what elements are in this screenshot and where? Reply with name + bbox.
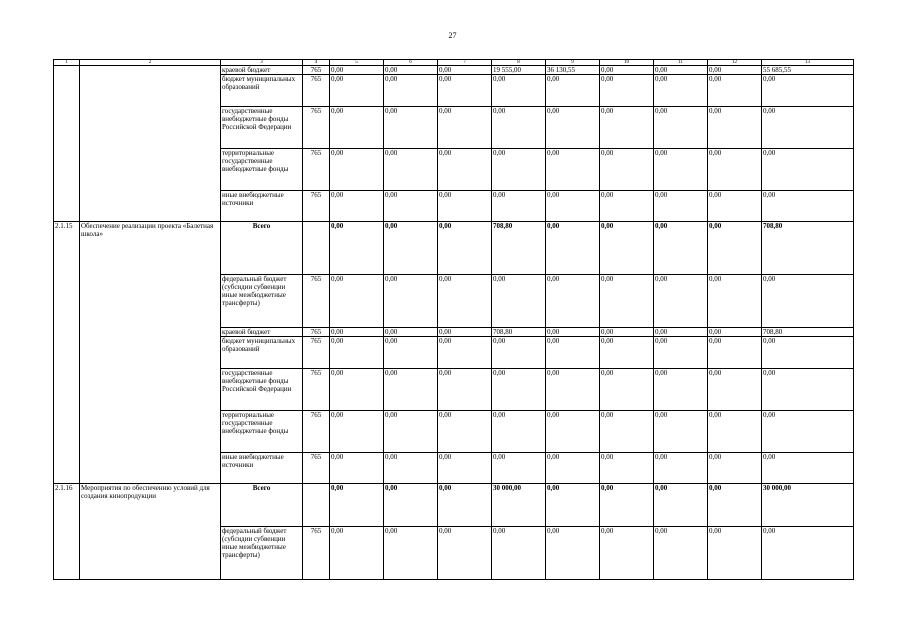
amount-cell: 0,00 bbox=[708, 191, 762, 222]
amount-cell: 0,00 bbox=[600, 328, 654, 337]
amount-cell: 0,00 bbox=[438, 149, 492, 191]
amount-cell: 0,00 bbox=[438, 75, 492, 107]
measure-name bbox=[80, 66, 221, 222]
amount-cell: 0,00 bbox=[708, 107, 762, 149]
amount-cell: 0,00 bbox=[438, 411, 492, 453]
budget-code: 765 bbox=[303, 328, 330, 337]
amount-cell: 55 685,55 bbox=[762, 66, 854, 75]
amount-cell: 0,00 bbox=[708, 222, 762, 275]
amount-cell: 0,00 bbox=[654, 66, 708, 75]
amount-cell: 0,00 bbox=[600, 369, 654, 411]
amount-cell: 0,00 bbox=[384, 149, 438, 191]
column-number-7: 7 bbox=[438, 60, 492, 66]
column-number-2: 2 bbox=[80, 60, 221, 66]
budget-code: 765 bbox=[303, 149, 330, 191]
budget-table bbox=[53, 59, 854, 580]
amount-cell: 708,80 bbox=[492, 222, 546, 275]
amount-cell: 0,00 bbox=[708, 369, 762, 411]
amount-cell: 0,00 bbox=[384, 411, 438, 453]
amount-cell: 0,00 bbox=[438, 275, 492, 328]
amount-cell: 0,00 bbox=[762, 337, 854, 369]
funding-source: краевой бюджет bbox=[221, 328, 303, 337]
amount-cell: 0,00 bbox=[600, 275, 654, 328]
amount-cell: 0,00 bbox=[654, 222, 708, 275]
table-row bbox=[54, 222, 854, 275]
funding-source: Всего bbox=[221, 222, 303, 275]
amount-cell: 30 000,00 bbox=[492, 484, 546, 527]
amount-cell: 0,00 bbox=[384, 453, 438, 484]
amount-cell: 0,00 bbox=[600, 75, 654, 107]
amount-cell: 30 000,00 bbox=[762, 484, 854, 527]
measure-name: Мероприятия по обеспечению условий для создания кинопродукции bbox=[80, 484, 221, 580]
amount-cell: 36 130,55 bbox=[546, 66, 600, 75]
budget-code: 765 bbox=[303, 75, 330, 107]
amount-cell: 0,00 bbox=[384, 191, 438, 222]
amount-cell: 0,00 bbox=[492, 149, 546, 191]
amount-cell: 0,00 bbox=[762, 453, 854, 484]
amount-cell: 0,00 bbox=[762, 75, 854, 107]
column-number-10: 10 bbox=[600, 60, 654, 66]
amount-cell: 0,00 bbox=[438, 453, 492, 484]
column-number-1: 1 bbox=[54, 60, 80, 66]
amount-cell: 0,00 bbox=[708, 411, 762, 453]
column-number-3: 3 bbox=[221, 60, 303, 66]
amount-cell: 0,00 bbox=[330, 337, 384, 369]
amount-cell: 0,00 bbox=[708, 337, 762, 369]
amount-cell: 0,00 bbox=[762, 275, 854, 328]
budget-code: 765 bbox=[303, 107, 330, 149]
budget-code: 765 bbox=[303, 453, 330, 484]
amount-cell: 0,00 bbox=[708, 275, 762, 328]
amount-cell: 708,80 bbox=[492, 328, 546, 337]
amount-cell: 0,00 bbox=[654, 149, 708, 191]
budget-code: 765 bbox=[303, 191, 330, 222]
amount-cell: 0,00 bbox=[654, 275, 708, 328]
table-row bbox=[54, 484, 854, 527]
amount-cell: 0,00 bbox=[762, 149, 854, 191]
amount-cell: 0,00 bbox=[762, 527, 854, 580]
amount-cell: 0,00 bbox=[330, 191, 384, 222]
amount-cell: 0,00 bbox=[546, 275, 600, 328]
measure-name: Обеспечение реализации проекта «Балетная школа» bbox=[80, 222, 221, 484]
measure-index: 2.1.16 bbox=[54, 484, 80, 580]
amount-cell: 0,00 bbox=[600, 66, 654, 75]
amount-cell: 0,00 bbox=[654, 328, 708, 337]
amount-cell: 0,00 bbox=[438, 107, 492, 149]
amount-cell: 0,00 bbox=[708, 527, 762, 580]
amount-cell: 0,00 bbox=[384, 75, 438, 107]
table-row bbox=[54, 66, 854, 75]
amount-cell: 0,00 bbox=[654, 107, 708, 149]
amount-cell: 0,00 bbox=[492, 453, 546, 484]
funding-source: государственные внебюджетные фонды Российской Федерации bbox=[221, 107, 303, 149]
amount-cell: 0,00 bbox=[654, 527, 708, 580]
amount-cell: 0,00 bbox=[708, 66, 762, 75]
amount-cell: 708,80 bbox=[762, 222, 854, 275]
funding-source: федеральный бюджет (субсидии субвенции иные межбюджетные трансферты) bbox=[221, 527, 303, 580]
funding-source: бюджет муниципальных образований bbox=[221, 75, 303, 107]
column-number-12: 12 bbox=[708, 60, 762, 66]
amount-cell: 0,00 bbox=[492, 369, 546, 411]
amount-cell: 0,00 bbox=[384, 337, 438, 369]
amount-cell: 0,00 bbox=[708, 453, 762, 484]
amount-cell: 0,00 bbox=[330, 275, 384, 328]
amount-cell: 0,00 bbox=[330, 222, 384, 275]
amount-cell: 0,00 bbox=[330, 527, 384, 580]
measure-index: 2.1.15 bbox=[54, 222, 80, 484]
amount-cell: 0,00 bbox=[600, 149, 654, 191]
amount-cell: 0,00 bbox=[438, 191, 492, 222]
amount-cell: 0,00 bbox=[330, 75, 384, 107]
column-number-8: 8 bbox=[492, 60, 546, 66]
amount-cell: 0,00 bbox=[762, 369, 854, 411]
amount-cell: 0,00 bbox=[708, 328, 762, 337]
amount-cell: 0,00 bbox=[600, 191, 654, 222]
budget-code bbox=[303, 484, 330, 527]
amount-cell: 0,00 bbox=[600, 527, 654, 580]
budget-code: 765 bbox=[303, 527, 330, 580]
amount-cell: 0,00 bbox=[546, 453, 600, 484]
amount-cell: 0,00 bbox=[600, 107, 654, 149]
page-number: 27 bbox=[448, 31, 457, 40]
amount-cell: 0,00 bbox=[546, 191, 600, 222]
budget-code: 765 bbox=[303, 66, 330, 75]
amount-cell: 0,00 bbox=[546, 107, 600, 149]
amount-cell: 0,00 bbox=[384, 222, 438, 275]
column-number-13: 13 bbox=[762, 60, 854, 66]
amount-cell: 0,00 bbox=[438, 527, 492, 580]
amount-cell: 0,00 bbox=[330, 484, 384, 527]
funding-source: территориальные государственные внебюджетные фонды bbox=[221, 149, 303, 191]
amount-cell: 0,00 bbox=[654, 411, 708, 453]
column-number-5: 5 bbox=[330, 60, 384, 66]
budget-code: 765 bbox=[303, 369, 330, 411]
amount-cell: 0,00 bbox=[438, 484, 492, 527]
amount-cell: 0,00 bbox=[384, 328, 438, 337]
funding-source: территориальные государственные внебюджетные фонды bbox=[221, 411, 303, 453]
amount-cell: 0,00 bbox=[762, 411, 854, 453]
amount-cell: 0,00 bbox=[438, 337, 492, 369]
amount-cell: 0,00 bbox=[546, 328, 600, 337]
amount-cell: 0,00 bbox=[384, 484, 438, 527]
budget-code: 765 bbox=[303, 337, 330, 369]
amount-cell: 0,00 bbox=[330, 328, 384, 337]
amount-cell: 0,00 bbox=[492, 411, 546, 453]
funding-source: бюджет муниципальных образований bbox=[221, 337, 303, 369]
amount-cell: 0,00 bbox=[600, 484, 654, 527]
funding-source: федеральный бюджет (субсидии субвенции иные межбюджетные трансферты) bbox=[221, 275, 303, 328]
amount-cell: 0,00 bbox=[546, 369, 600, 411]
amount-cell: 0,00 bbox=[492, 275, 546, 328]
amount-cell: 0,00 bbox=[438, 328, 492, 337]
amount-cell: 0,00 bbox=[654, 191, 708, 222]
amount-cell: 0,00 bbox=[438, 369, 492, 411]
amount-cell: 0,00 bbox=[600, 222, 654, 275]
amount-cell: 0,00 bbox=[762, 107, 854, 149]
funding-source: Всего bbox=[221, 484, 303, 527]
amount-cell: 0,00 bbox=[654, 75, 708, 107]
amount-cell: 19 555,00 bbox=[492, 66, 546, 75]
budget-code bbox=[303, 222, 330, 275]
amount-cell: 0,00 bbox=[654, 484, 708, 527]
amount-cell: 0,00 bbox=[546, 527, 600, 580]
amount-cell: 0,00 bbox=[654, 453, 708, 484]
amount-cell: 0,00 bbox=[546, 484, 600, 527]
budget-code: 765 bbox=[303, 411, 330, 453]
amount-cell: 0,00 bbox=[330, 66, 384, 75]
column-number-6: 6 bbox=[384, 60, 438, 66]
measure-index bbox=[54, 66, 80, 222]
amount-cell: 0,00 bbox=[330, 411, 384, 453]
amount-cell: 0,00 bbox=[384, 107, 438, 149]
amount-cell: 0,00 bbox=[708, 149, 762, 191]
amount-cell: 0,00 bbox=[546, 411, 600, 453]
amount-cell: 0,00 bbox=[600, 453, 654, 484]
amount-cell: 0,00 bbox=[330, 369, 384, 411]
amount-cell: 0,00 bbox=[330, 453, 384, 484]
amount-cell: 0,00 bbox=[546, 149, 600, 191]
amount-cell: 0,00 bbox=[708, 75, 762, 107]
amount-cell: 0,00 bbox=[546, 337, 600, 369]
amount-cell: 0,00 bbox=[384, 527, 438, 580]
amount-cell: 0,00 bbox=[600, 411, 654, 453]
amount-cell: 0,00 bbox=[600, 337, 654, 369]
column-number-11: 11 bbox=[654, 60, 708, 66]
column-number-4: 4 bbox=[303, 60, 330, 66]
funding-source: краевой бюджет bbox=[221, 66, 303, 75]
amount-cell: 0,00 bbox=[654, 337, 708, 369]
amount-cell: 0,00 bbox=[492, 337, 546, 369]
funding-source: государственные внебюджетные фонды Российской Федерации bbox=[221, 369, 303, 411]
amount-cell: 0,00 bbox=[384, 275, 438, 328]
amount-cell: 0,00 bbox=[330, 107, 384, 149]
amount-cell: 708,80 bbox=[762, 328, 854, 337]
amount-cell: 0,00 bbox=[492, 107, 546, 149]
funding-source: иные внебюджетные источники bbox=[221, 191, 303, 222]
amount-cell: 0,00 bbox=[492, 191, 546, 222]
amount-cell: 0,00 bbox=[384, 369, 438, 411]
column-number-9: 9 bbox=[546, 60, 600, 66]
amount-cell: 0,00 bbox=[438, 222, 492, 275]
amount-cell: 0,00 bbox=[492, 527, 546, 580]
amount-cell: 0,00 bbox=[438, 66, 492, 75]
amount-cell: 0,00 bbox=[708, 484, 762, 527]
funding-source: иные внебюджетные источники bbox=[221, 453, 303, 484]
amount-cell: 0,00 bbox=[492, 75, 546, 107]
budget-code: 765 bbox=[303, 275, 330, 328]
amount-cell: 0,00 bbox=[330, 149, 384, 191]
amount-cell: 0,00 bbox=[546, 75, 600, 107]
amount-cell: 0,00 bbox=[546, 222, 600, 275]
amount-cell: 0,00 bbox=[762, 191, 854, 222]
amount-cell: 0,00 bbox=[654, 369, 708, 411]
amount-cell: 0,00 bbox=[384, 66, 438, 75]
